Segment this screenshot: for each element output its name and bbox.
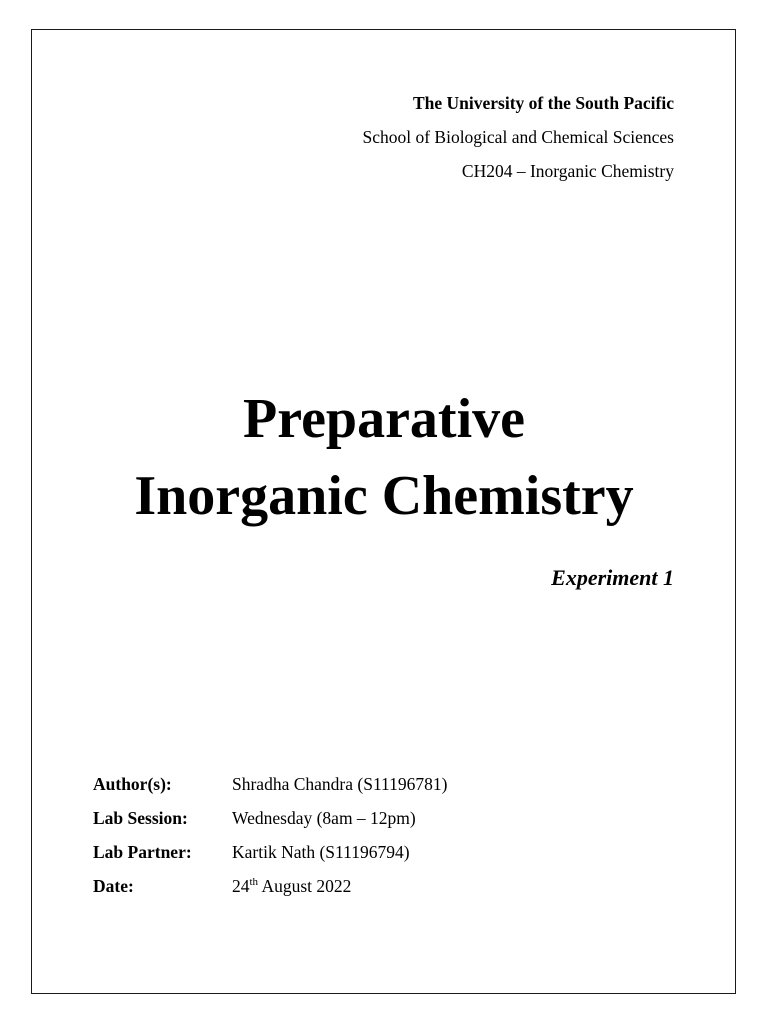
date-label: Date: [93, 876, 134, 896]
title-line-2: Inorganic Chemistry [134, 465, 634, 527]
header-block [362, 86, 674, 188]
title-line-1: Preparative [243, 388, 525, 450]
lab-partner-label: Lab Partner: [93, 842, 192, 862]
date-value [232, 876, 351, 897]
experiment-label: Experiment 1 [551, 565, 674, 590]
lab-partner-value: Kartik Nath (S11196794) [232, 842, 410, 862]
date-ordinal-suffix: th [249, 876, 259, 888]
author-value: Shradha Chandra (S11196781) [232, 774, 448, 794]
university-name: The University of the South Pacific [412, 93, 674, 113]
author-label: Author(s): [93, 774, 172, 794]
date-day: 24 [232, 876, 250, 896]
date-month-year: August 2022 [258, 876, 352, 896]
school-name: School of Biological and Chemical Sciences [362, 127, 674, 147]
course-name: CH204 – Inorganic Chemistry [461, 161, 674, 181]
lab-session-value: Wednesday (8am – 12pm) [232, 808, 416, 828]
lab-session-label: Lab Session: [93, 808, 188, 828]
